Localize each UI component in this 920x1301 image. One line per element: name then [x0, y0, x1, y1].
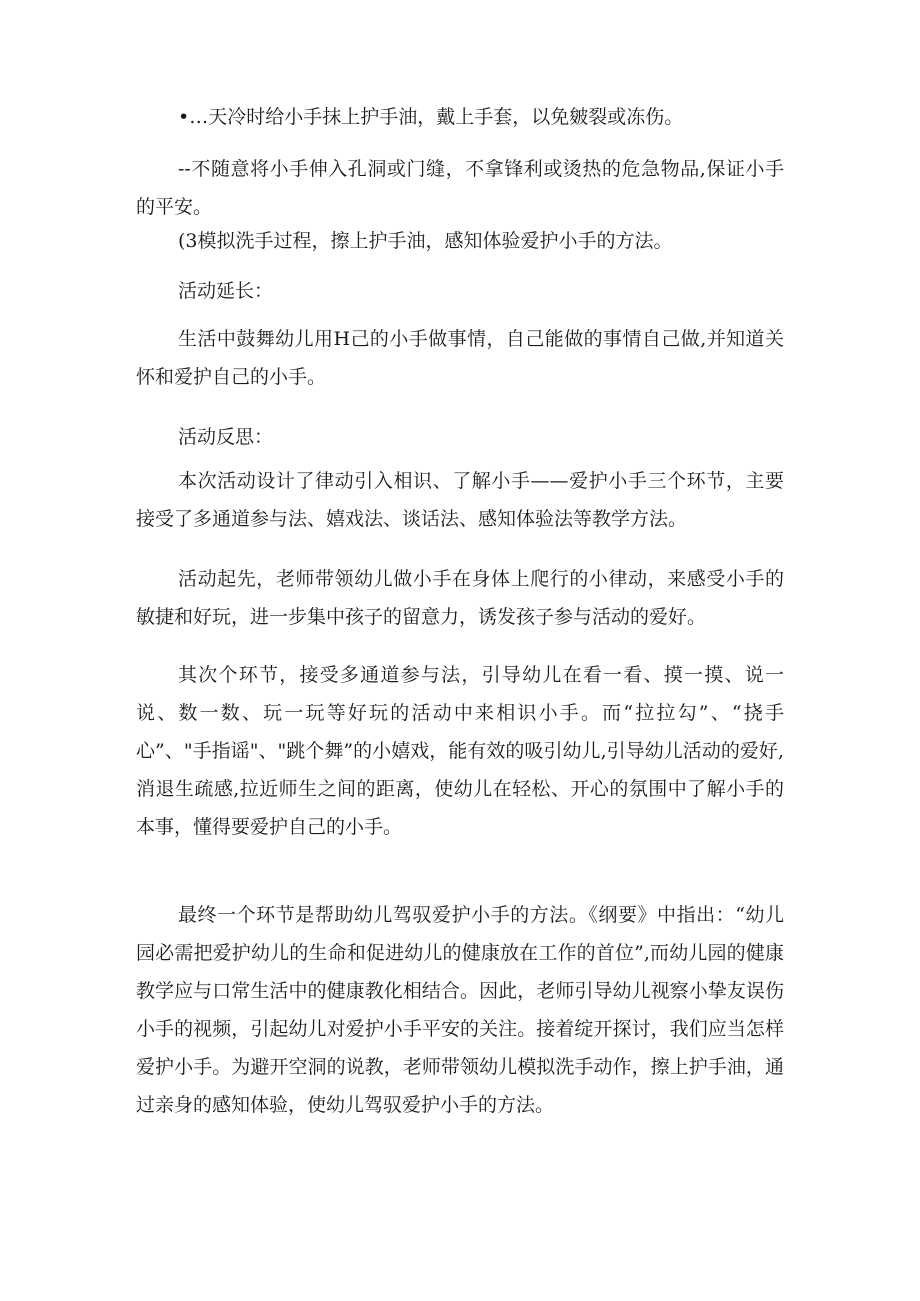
paragraph-5: 生活中鼓舞幼儿用H己的小手做事情，自己能做的事情自己做,并知道关怀和爱护自己的小手。	[136, 328, 784, 388]
section-heading-extension: 活动延长：	[178, 280, 274, 302]
paragraph-10: 最终一个环节是帮助幼儿驾驭爱护小手的方法。《纲要》中指出：“幼儿园必需把爱护幼儿的生命和促进幼儿的健康放在工作的首位”,而幼儿园的健康教学应与口常生活中的健康教化相结合。因此，老师引导幼儿视察小挚友误伤小手的视频，引起幼儿对爱护小手平安的关注。接着绽开探讨，我们应当怎样爱护小手。为避开空洞的说教，老师带领幼儿模拟洗手动作，擦上护手油，通过亲身的感知体验，使幼儿驾驭爱护小手的方法。	[136, 904, 784, 1116]
paragraph-1: •…天冷时给小手抹上护手油，戴上手套，以免皴裂或冻伤。	[178, 106, 684, 128]
paragraph-3: (3模拟洗手过程，擦上护手油，感知体验爱护小手的方法。	[178, 230, 673, 252]
paragraph-2: --不随意将小手伸入孔洞或门缝，不拿锋利或烫热的危急物品,保证小手的平安。	[136, 158, 784, 218]
paragraph-7: 本次活动设计了律动引入相识、了解小手——爱护小手三个环节，主要接受了多通道参与法、嬉戏法、谈话法、感知体验法等教学方法。	[136, 470, 784, 530]
paragraph-9: 其次个环节，接受多通道参与法，引导幼儿在看一看、摸一摸、说一说、数一数、玩一玩等好玩的活动中来相识小手。而“拉拉勾”、“挠手心”、"手指谣"、"跳个舞”的小嬉戏，能有效的吸引幼儿,引导幼儿活动的爱好,消退生疏感,拉近师生之间的距离，使幼儿在轻松、开心的氛围中了解小手的本事，懂得要爱护自己的小手。	[136, 664, 784, 838]
section-heading-reflection: 活动反思：	[178, 426, 274, 448]
paragraph-8: 活动起先，老师带领幼儿做小手在身体上爬行的小律动，来感受小手的敏捷和好玩，进一步集中孩子的留意力，诱发孩子参与活动的爱好。	[136, 568, 784, 628]
